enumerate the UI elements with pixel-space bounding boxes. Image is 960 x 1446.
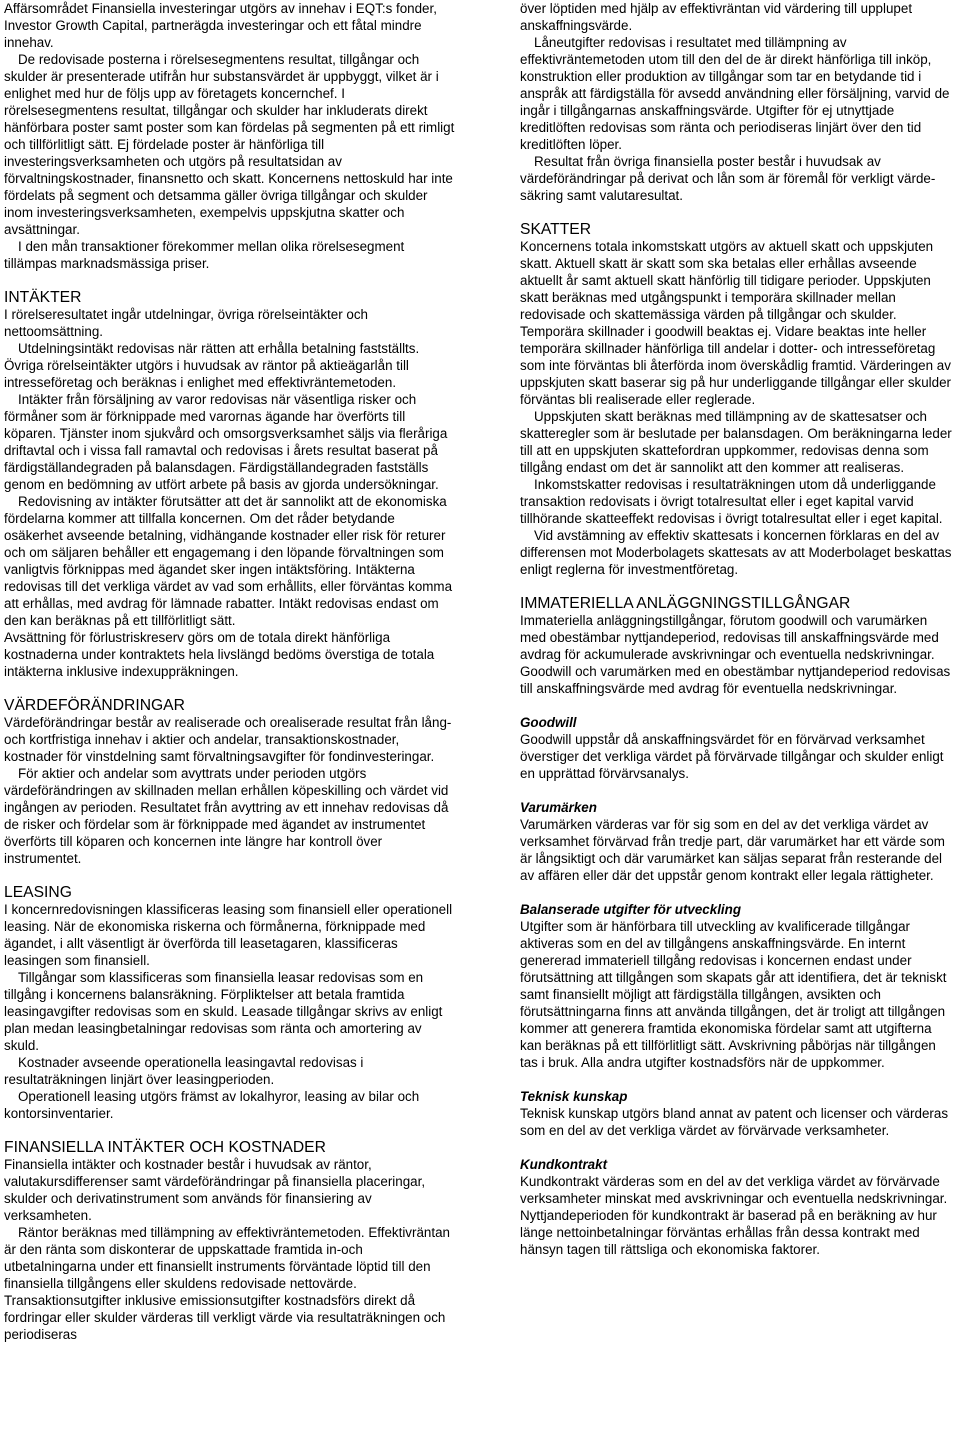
heading-immateriella: IMMATERIELLA ANLÄGGNINGSTILLGÅNGAR: [520, 595, 851, 612]
leasing-paragraph-3: Kostnader avseende operationella leasingavtal redovisas i resultaträkningen linjärt över leasingperioden.: [4, 1055, 364, 1087]
finansiella-paragraph-1: Finansiella intäkter och kostnader består i huvudsak av räntor, valutakursdifferenser samt värdeförändringar på finansiella placeringar, skulder och derivatinstrument som används för finansiering av verksamheten.: [4, 1157, 426, 1223]
heading-skatter: SKATTER: [520, 221, 592, 238]
intakter-paragraph-3: Intäkter från försäljning av varor redovisas när väsentliga risker och förmåner som är förknippade med varornas ägande har överförts till köparen. Tjänster inom sjukvård och omsorgsverksamhet säljs via fleråriga driftavtal och i vissa fall ramavtal och redovisas i årets resultat baserat på färdigställandegraden på balansdagen. Färdigställandegraden fastställs genom en bedömning av utfört arbete på basis av gjorda undersökningar.: [4, 392, 448, 492]
skatter-paragraph-1: Koncernens totala inkomstskatt utgörs av aktuell skatt och uppskjuten skatt. Aktuell skatt är skatt som ska betalas eller erhållas avseende aktuellt år samt aktuell skatt hänförlig till tidigare perioder. Uppskjuten skatt beräknas med utgångspunkt i temporära skillnader mellan redovisade och skattemässiga värden på tillgångar och skulder. Temporära skillnader i goodwill beaktas ej. Vidare beaktas inte heller temporära skillnader hänförliga till andelar i dotter- och intresseföretag som inte förväntas bli återförda inom överskådlig framtid. Värderingen av uppskjuten skatt baserar sig på hur underliggande tillgångar eller skulder förväntas bli realiserade eller reglerade.: [520, 239, 951, 407]
balanserade-utgifter-paragraph: Utgifter som är hänförbara till utveckling av kvalificerade tillgångar aktiveras som en del av tillgångens anskaffningsvärde. En internt genererad immateriell tillgång redovisas i koncernen endast under förutsättning att tillgången som skapats går att identifiera, det är tekniskt samt finansiellt möjligt att färdigställa tillgången, avsikten och förutsättningarna finns att använda tillgången, det är troligt att tillgången kommer att generera framtida ekonomiska fördelar samt att utgifterna kan beräknas på ett tillförlitligt sätt. Avskrivning påbörjas när tillgången tas i bruk. Alla andra utgifter kostnadsförs när de uppkommer.: [520, 919, 947, 1070]
heading-finansiella: FINANSIELLA INTÄKTER OCH KOSTNADER: [4, 1139, 326, 1156]
skatter-paragraph-3: Inkomstskatter redovisas i resultaträkningen utom då underliggande transaktion redovisats i övrigt totalresultat eller i eget kapital varvid tillhörande skatteeffekt redovisas i övrigt totalresultat eller i eget kapital.: [520, 477, 943, 526]
subheading-kundkontrakt: Kundkontrakt: [520, 1157, 608, 1172]
goodwill-paragraph: Goodwill uppstår då anskaffningsvärdet för en förvärvad verksamhet överstiger det verkliga värdet på förvärvade tillgångar och skulder enligt en upprättad förvärvsanalys.: [520, 732, 944, 781]
subheading-varumarken: Varumärken: [520, 800, 597, 815]
leasing-paragraph-4: Operationell leasing utgörs främst av lokalhyror, leasing av bilar och kontorsinventarier.: [4, 1089, 420, 1121]
finansiella-paragraph-2: Räntor beräknas med tillämpning av effektivräntemetoden. Effektivräntan är den ränta som diskonterar de uppskattade framtida in-och utbetalningarna under ett finansiellt instruments förväntade löptid till den finansiella tillgångens eller skuldens redovisade nettovärde. Transaktionsutgifter inklusive emissionsutgifter kostnadsförs direkt då fordringar eller skulder värderas till verkligt värde via resultaträkningen och periodiseras: [4, 1225, 450, 1342]
heading-intakter: INTÄKTER: [4, 289, 82, 306]
laneutgifter-paragraph: Låneutgifter redovisas i resultatet med tillämpning av effektivräntemetoden utom till den del de är direkt hänförliga till inköp, konstruktion eller produktion av tillgångar som tar en betydande tid i anspråk att färdigställa för avsedd användning eller försäljning, varvid de ingår i tillgångarnas anskaffningsvärde. Utgifter för ej utnyttjade kreditlöften redovisas som ränta och periodiseras linjärt över den tid kreditlöften löper.: [520, 35, 950, 152]
finansiella-continued-paragraph: över löptiden med hjälp av effektivräntan vid värdering till upplupet anskaffningsvärde.: [520, 1, 913, 33]
subheading-balanserade-utgifter: Balanserade utgifter för utveckling: [520, 902, 741, 917]
left-column: [4, 0, 456, 1343]
heading-leasing: LEASING: [4, 884, 72, 901]
varumarken-paragraph: Varumärken värderas var för sig som en del av det verkliga värdet av verksamhet förvärvad från tredje part, där varumärket har ett värde som är långsiktigt och där varumärket kan säljas separat från resterande del av affären eller där det uppstår genom kontrakt eller legala rättigheter.: [520, 817, 945, 883]
subheading-goodwill: Goodwill: [520, 715, 577, 730]
heading-vardeforandringar: VÄRDEFÖRÄNDRINGAR: [4, 697, 185, 714]
right-column: [520, 0, 956, 1258]
segment-transactions-paragraph: I den mån transaktioner förekommer mellan olika rörelsesegment tillämpas marknadsmässiga priser.: [4, 239, 405, 271]
intakter-paragraph-4: Redovisning av intäkter förutsätter att det är sannolikt att de ekonomiska fördelarna kommer att tillfalla koncernen. Om det råder betydande osäkerhet avseende betalning, vidhängande kostnader eller risk för returer och om säljaren behåller ett engagemang i den löpande förvaltningen som vanligtvis förknippas med ägandet sker ingen intäktsföring. Intäkterna redovisas till det verkliga värdet av vad som erhållits, eller förväntas komma att erhållas, med avdrag för lämnade rabatter. Intäkt redovisas endast om den kan beräknas på ett tillförlitligt sätt.: [4, 494, 453, 628]
intakter-paragraph-2: Utdelningsintäkt redovisas när rätten att erhålla betalning fastställts. Övriga rörelseintäkter utgörs i huvudsak av räntor på aktieägarlån till intresseföretag och beräknas i enlighet med effektivräntemetoden.: [4, 341, 420, 390]
vardeforandringar-paragraph-1: Värdeförändringar består av realiserade och orealiserade resultat från lång- och kortfristiga innehav i aktier och andelar, transaktionskostnader, kostnader för vinstdelning samt förvaltningsavgifter för fondinvesteringar.: [4, 715, 452, 764]
leasing-paragraph-1: I koncernredovisningen klassificeras leasing som finansiell eller operationell leasing. När de ekonomiska riskerna och förmånerna, förknippade med ägandet, i allt väsentligt är överförda till leasetagaren, klassificeras leasingen som finansiell.: [4, 902, 453, 968]
intakter-paragraph-5: Avsättning för förlustriskreserv görs om de totala direkt hänförliga kostnaderna under kontraktets hela livslängd bedöms överstiga de totala intäkterna inklusive indexuppräkningen.: [4, 630, 435, 679]
ovriga-finansiella-paragraph: Resultat från övriga finansiella poster består i huvudsak av värdeförändringar på derivat och lån som är föremål för verkligt värde-säkring samt valutaresultat.: [520, 154, 936, 203]
skatter-paragraph-4: Vid avstämning av effektiv skattesats i koncernen förklaras en del av differensen mot Moderbolagets skattesats av att Moderbolaget beskattas enligt reglerna för investmentföretag.: [520, 528, 952, 577]
teknisk-kunskap-paragraph: Teknisk kunskap utgörs bland annat av patent och licenser och värderas som en del av det verkliga värdet av förvärvade verksamheter.: [520, 1106, 949, 1138]
intakter-paragraph-1: I rörelseresultatet ingår utdelningar, övriga rörelseintäkter och nettoomsättning.: [4, 307, 368, 339]
leasing-paragraph-2: Tillgångar som klassificeras som finansiella leasar redovisas som en tillgång i koncernens balansräkning. Förpliktelser att betala framtida leasingavgifter redovisas som en skuld. Leasade tillgångar skrivs av enligt plan medan leasingbetalningar redovisas som ränta och amortering av skuld.: [4, 970, 443, 1053]
segment-intro-paragraph: Affärsområdet Finansiella investeringar utgörs av innehav i EQT:s fonder, Investor Growth Capital, partnerägda investeringar och ett fåtal mindre innehav.: [4, 1, 437, 50]
skatter-paragraph-2: Uppskjuten skatt beräknas med tillämpning av de skattesatser och skatteregler som är beslutade per balansdagen. Om beräkningarna leder till att en uppskjuten skattefordran uppkommer, redovisas denna som tillgång endast om det är sannolikt att den kommer att realiseras.: [520, 409, 952, 475]
subheading-teknisk-kunskap: Teknisk kunskap: [520, 1089, 628, 1104]
kundkontrakt-paragraph: Kundkontrakt värderas som en del av det verkliga värdet av förvärvade verksamheter minskat med avskrivningar och eventuella nedskrivningar. Nyttjandeperioden för kundkontrakt är baserad på en beräkning av hur länge nettoinbetalningar förväntas erhållas från dessa kontrakt med hänsyn tagen till rättsliga och ekonomiska faktorer.: [520, 1174, 948, 1257]
segment-reporting-paragraph: De redovisade posterna i rörelsesegmentens resultat, tillgångar och skulder är presenterade utifrån hur substansvärdet är uppbyggt, vilket är i enlighet med hur de följs upp av företagets koncernchef. I rörelsesegmentens resultat, tillgångar och skulder har inkluderats direkt hänförbara poster samt poster som kan fördelas på segmenten på ett rimligt och tillförlitligt sätt. Ej fördelade poster är hänförliga till investeringsverksamheten och utgörs på resultatsidan av förvaltningskostnader, finansnetto och skatt. Koncernens nettoskuld har inte fördelats på segment och detsamma gäller övriga tillgångar och skulder inom investeringsverksamheten, exempelvis uppskjutna skatter och avsättningar.: [4, 52, 455, 237]
immateriella-paragraph: Immateriella anläggningstillgångar, förutom goodwill och varumärken med obestämbar nyttjandeperiod, redovisas till anskaffningsvärde med avdrag för ackumulerade avskrivningar och eventuella nedskrivningar. Goodwill och varumärken med en obestämbar nyttjandeperiod redovisas till anskaffningsvärde med avdrag för eventuella nedskrivningar.: [520, 613, 951, 696]
vardeforandringar-paragraph-2: För aktier och andelar som avyttrats under perioden utgörs värdeförändringen av skillnaden mellan erhållen köpeskilling och värdet vid ingången av perioden. Resultatet från avyttring av ett innehav redovisas då de risker och fördelar som är förknippade med ägandet av instrumentet överförts till köparen och koncernen inte längre har kontroll över instrumentet.: [4, 766, 449, 866]
